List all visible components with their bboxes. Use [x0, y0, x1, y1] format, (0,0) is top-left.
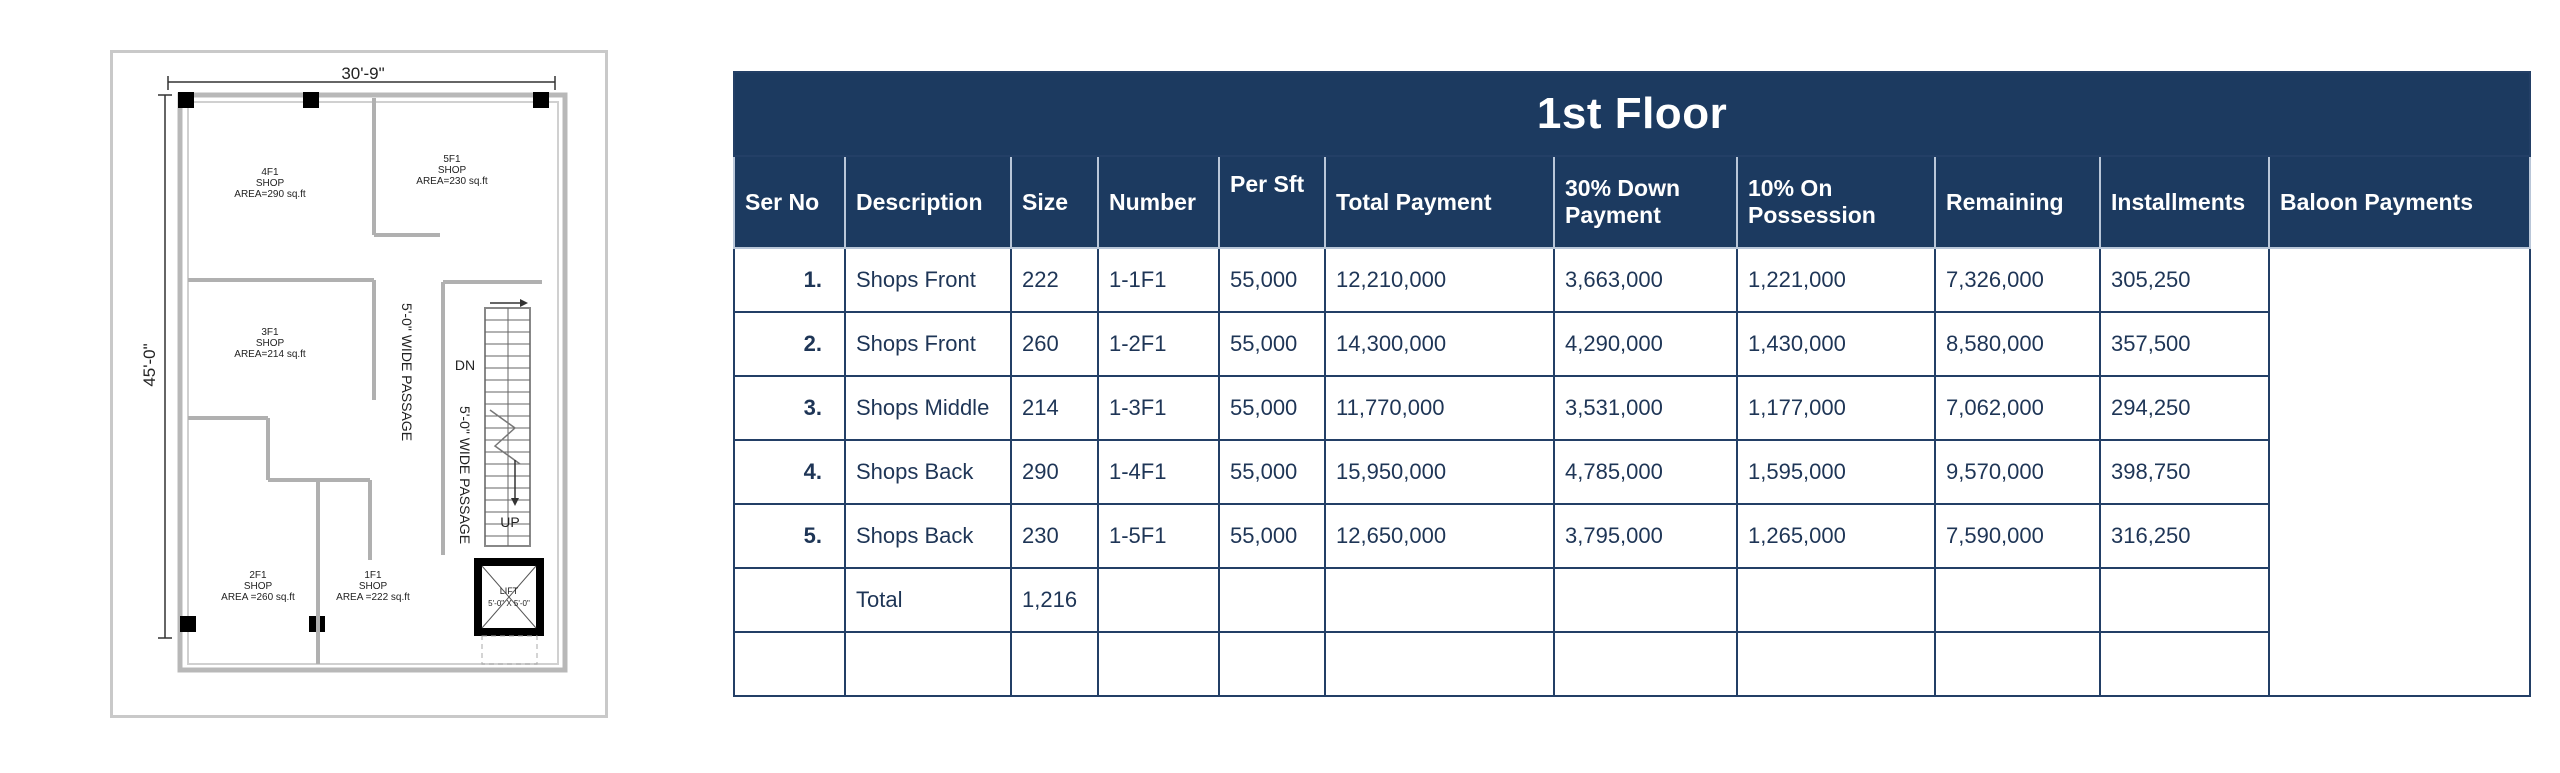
cell-installments: 398,750 — [2100, 440, 2269, 504]
cell-per-sft: 55,000 — [1219, 376, 1325, 440]
cell-remaining: 7,590,000 — [1935, 504, 2100, 568]
table-header-row — [734, 156, 2530, 248]
cell-per-sft: 55,000 — [1219, 248, 1325, 312]
cell-total-payment: 15,950,000 — [1325, 440, 1554, 504]
cell-empty — [1219, 632, 1325, 696]
cell-empty — [2100, 568, 2269, 632]
cell-total-payment: 12,650,000 — [1325, 504, 1554, 568]
cell-empty — [1325, 632, 1554, 696]
room-2f1-name: 2F1 — [249, 570, 267, 581]
passage-label-stair: 5'-0" WIDE PASSAGE — [457, 405, 473, 545]
room-1f1-name: 1F1 — [364, 570, 382, 581]
room-5f1-area: AREA=230 sq.ft — [416, 176, 488, 187]
cell-empty — [1935, 632, 2100, 696]
total-size: 1,216 — [1011, 568, 1098, 632]
table-title: 1st Floor — [734, 72, 2530, 156]
cell-number: 1-2F1 — [1098, 312, 1219, 376]
cell-size: 230 — [1011, 504, 1098, 568]
table-row — [734, 376, 2530, 440]
cell-size: 260 — [1011, 312, 1098, 376]
column-header-description: Description — [845, 156, 1011, 248]
floor-plan-drawing — [110, 50, 608, 718]
room-1f1-area: AREA =222 sq.ft — [336, 592, 410, 603]
room-1f1-type: SHOP — [358, 581, 388, 592]
room-3f1-name: 3F1 — [261, 327, 279, 338]
cell-empty — [845, 632, 1011, 696]
cell-number: 1-3F1 — [1098, 376, 1219, 440]
column-header-down-payment: 30% Down Payment — [1554, 156, 1737, 248]
pricing-table — [733, 71, 2531, 697]
cell-empty — [1011, 632, 1098, 696]
total-label: Total — [845, 568, 1011, 632]
cell-size: 222 — [1011, 248, 1098, 312]
cell-size: 290 — [1011, 440, 1098, 504]
table-row — [734, 248, 2530, 312]
cell-number: 1-1F1 — [1098, 248, 1219, 312]
room-4f1-name: 4F1 — [261, 167, 279, 178]
cell-description: Shops Front — [845, 312, 1011, 376]
column — [180, 616, 196, 632]
cell-empty — [1219, 568, 1325, 632]
cell-total-payment: 14,300,000 — [1325, 312, 1554, 376]
cell-empty — [1737, 632, 1935, 696]
room-4f1-type: SHOP — [255, 178, 285, 189]
cell-number: 1-4F1 — [1098, 440, 1219, 504]
cell-empty — [1098, 632, 1219, 696]
passage-label-vertical: 5'-0" WIDE PASSAGE — [399, 302, 415, 442]
cell-on-possession: 1,430,000 — [1737, 312, 1935, 376]
stair-down-label: DN — [454, 357, 476, 373]
room-3f1-type: SHOP — [255, 338, 285, 349]
room-5f1-name: 5F1 — [443, 154, 461, 165]
cell-empty — [1737, 568, 1935, 632]
blank-row — [734, 632, 2530, 696]
cell-empty — [1935, 568, 2100, 632]
column — [178, 92, 194, 108]
cell-empty — [734, 632, 845, 696]
column — [533, 92, 549, 108]
total-row — [734, 568, 2530, 632]
cell-on-possession: 1,265,000 — [1737, 504, 1935, 568]
cell-installments: 294,250 — [2100, 376, 2269, 440]
cell-baloon-payments — [2269, 248, 2530, 696]
cell-per-sft: 55,000 — [1219, 504, 1325, 568]
cell-ser-no: 3. — [734, 376, 845, 440]
cell-remaining: 7,326,000 — [1935, 248, 2100, 312]
depth-dimension-label: 45'-0" — [140, 343, 159, 387]
cell-ser-no: 5. — [734, 504, 845, 568]
cell-empty — [1098, 568, 1219, 632]
cell-down-payment: 3,531,000 — [1554, 376, 1737, 440]
table-row — [734, 440, 2530, 504]
cell-empty — [1325, 568, 1554, 632]
cell-per-sft: 55,000 — [1219, 312, 1325, 376]
column-header-size: Size — [1011, 156, 1098, 248]
cell-installments: 305,250 — [2100, 248, 2269, 312]
cell-remaining: 7,062,000 — [1935, 376, 2100, 440]
cell-number: 1-5F1 — [1098, 504, 1219, 568]
column-header-baloon-payments: Baloon Payments — [2269, 156, 2530, 248]
room-4f1-area: AREA=290 sq.ft — [234, 189, 306, 200]
cell-ser-no: 1. — [734, 248, 845, 312]
cell-down-payment: 3,795,000 — [1554, 504, 1737, 568]
room-3f1-area: AREA=214 sq.ft — [234, 349, 306, 360]
column-header-remaining: Remaining — [1935, 156, 2100, 248]
cell-installments: 357,500 — [2100, 312, 2269, 376]
cell-on-possession: 1,595,000 — [1737, 440, 1935, 504]
cell-ser-no: 4. — [734, 440, 845, 504]
lift-label: LIFT — [499, 586, 519, 596]
column-header-installments: Installments — [2100, 156, 2269, 248]
width-dimension-label: 30'-9" — [341, 64, 385, 83]
room-2f1-area: AREA =260 sq.ft — [221, 592, 295, 603]
cell-description: Shops Back — [845, 440, 1011, 504]
cell-empty — [734, 568, 845, 632]
column-header-total-payment: Total Payment — [1325, 156, 1554, 248]
staircase — [485, 308, 530, 546]
cell-remaining: 8,580,000 — [1935, 312, 2100, 376]
cell-empty — [1554, 632, 1737, 696]
pricing-table-container — [733, 71, 2529, 697]
stair-up-label: UP — [500, 514, 520, 530]
cell-down-payment: 4,785,000 — [1554, 440, 1737, 504]
table-row — [734, 504, 2530, 568]
cell-description: Shops Back — [845, 504, 1011, 568]
column-header-ser-no: Ser No — [734, 156, 845, 248]
cell-down-payment: 4,290,000 — [1554, 312, 1737, 376]
room-5f1-type: SHOP — [437, 165, 467, 176]
cell-installments: 316,250 — [2100, 504, 2269, 568]
cell-per-sft: 55,000 — [1219, 440, 1325, 504]
cell-on-possession: 1,221,000 — [1737, 248, 1935, 312]
cell-description: Shops Middle — [845, 376, 1011, 440]
cell-down-payment: 3,663,000 — [1554, 248, 1737, 312]
cell-total-payment: 12,210,000 — [1325, 248, 1554, 312]
cell-size: 214 — [1011, 376, 1098, 440]
column-header-per-sft: Per Sft — [1219, 156, 1325, 248]
table-row — [734, 312, 2530, 376]
cell-description: Shops Front — [845, 248, 1011, 312]
cell-empty — [2100, 632, 2269, 696]
column-header-number: Number — [1098, 156, 1219, 248]
cell-on-possession: 1,177,000 — [1737, 376, 1935, 440]
cell-total-payment: 11,770,000 — [1325, 376, 1554, 440]
room-2f1-type: SHOP — [243, 581, 273, 592]
cell-remaining: 9,570,000 — [1935, 440, 2100, 504]
column-header-on-possession: 10% On Possession — [1737, 156, 1935, 248]
cell-ser-no: 2. — [734, 312, 845, 376]
cell-empty — [1554, 568, 1737, 632]
lift-size-label: 5'-0" X 5'-0" — [488, 599, 530, 608]
column — [303, 92, 319, 108]
